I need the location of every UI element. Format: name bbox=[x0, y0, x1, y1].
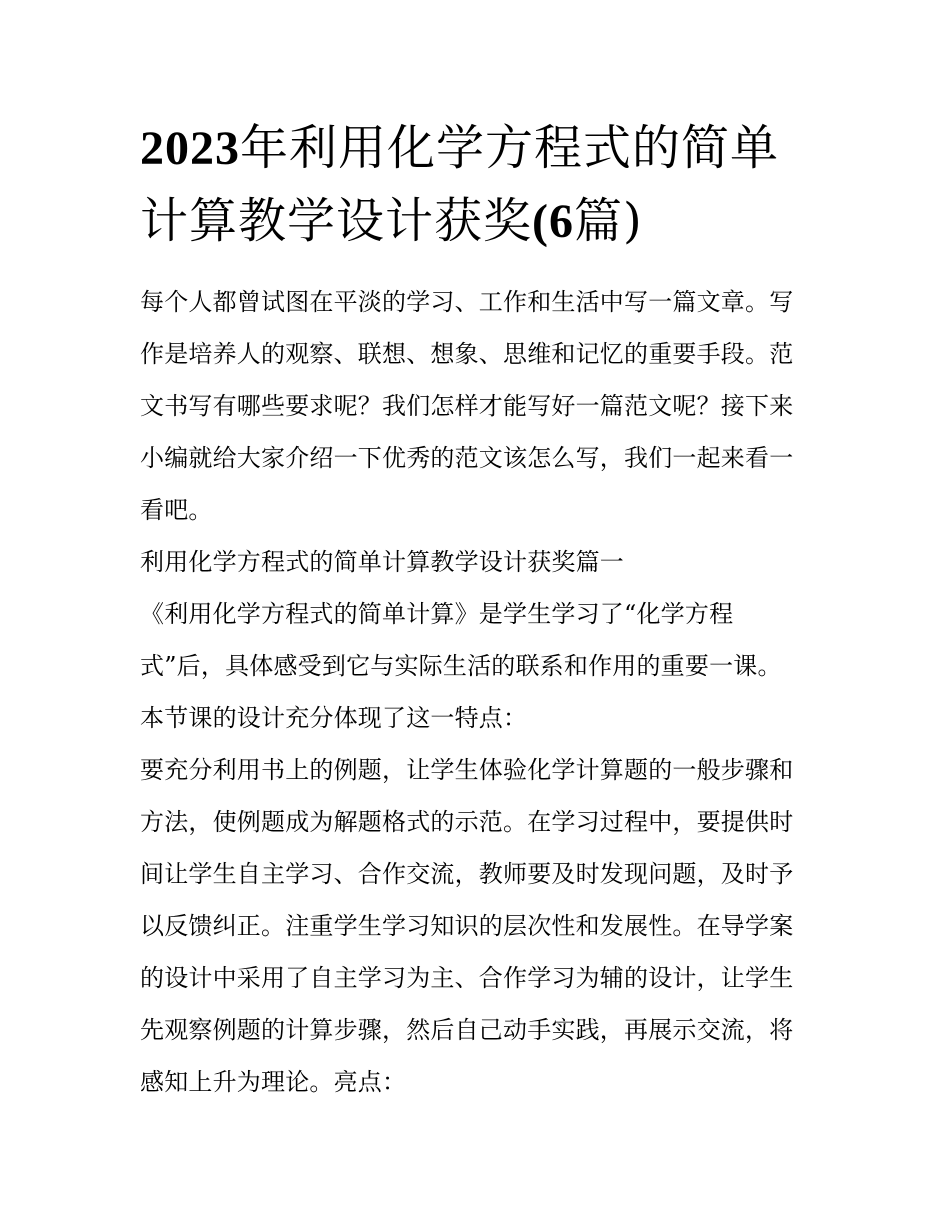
text-line: 方法，使例题成为解题格式的示范。在学习过程中，要提供时 bbox=[140, 808, 794, 836]
text-line: 《利用化学方程式的简单计算》是学生学习了“化学方程 bbox=[140, 600, 734, 628]
document-body bbox=[140, 276, 840, 1108]
title-count: 6 bbox=[549, 195, 574, 248]
title-line-1 bbox=[140, 112, 830, 185]
title-paren-close: 篇) bbox=[574, 193, 643, 249]
section-heading bbox=[140, 536, 840, 588]
text-line: 式”后，具体感受到它与实际生活的联系和作用的重要一课。 bbox=[140, 652, 782, 680]
title-line-1-text: 年利用化学方程式的简单 bbox=[240, 120, 780, 176]
text-line: 小编就给大家介绍一下优秀的范文该怎么写，我们一起来看一 bbox=[140, 444, 794, 472]
title-paren-open: ( bbox=[532, 195, 549, 248]
text-line: 文书写有哪些要求呢？我们怎样才能写好一篇范文呢？接下来 bbox=[140, 392, 794, 420]
text-line: 每个人都曾试图在平淡的学习、工作和生活中写一篇文章。写 bbox=[140, 288, 794, 316]
text-line: 的设计中采用了自主学习为主、合作学习为辅的设计，让学生 bbox=[140, 964, 794, 992]
title-line-2-text: 计算教学设计获奖 bbox=[140, 193, 533, 249]
text-line: 间让学生自主学习、合作交流，教师要及时发现问题，及时予 bbox=[140, 860, 794, 888]
text-line: 先观察例题的计算步骤，然后自己动手实践，再展示交流，将 bbox=[140, 1016, 794, 1044]
design-intro-paragraph bbox=[140, 588, 840, 744]
text-line: 作是培养人的观察、联想、想象、思维和记忆的重要手段。范 bbox=[140, 340, 794, 368]
text-line: 本节课的设计充分体现了这一特点： bbox=[140, 704, 528, 732]
document-title bbox=[140, 112, 830, 258]
text-line: 要充分利用书上的例题，让学生体验化学计算题的一般步骤和 bbox=[140, 756, 794, 784]
title-line-2 bbox=[140, 185, 830, 258]
text-line: 利用化学方程式的简单计算教学设计获奖篇一 bbox=[140, 548, 624, 576]
text-line: 看吧。 bbox=[140, 496, 213, 524]
title-year: 2023 bbox=[140, 122, 240, 175]
text-line: 感知上升为理论。亮点： bbox=[140, 1068, 407, 1096]
design-detail-paragraph bbox=[140, 744, 840, 1108]
intro-paragraph bbox=[140, 276, 840, 536]
text-line: 以反馈纠正。注重学生学习知识的层次性和发展性。在导学案 bbox=[140, 912, 794, 940]
